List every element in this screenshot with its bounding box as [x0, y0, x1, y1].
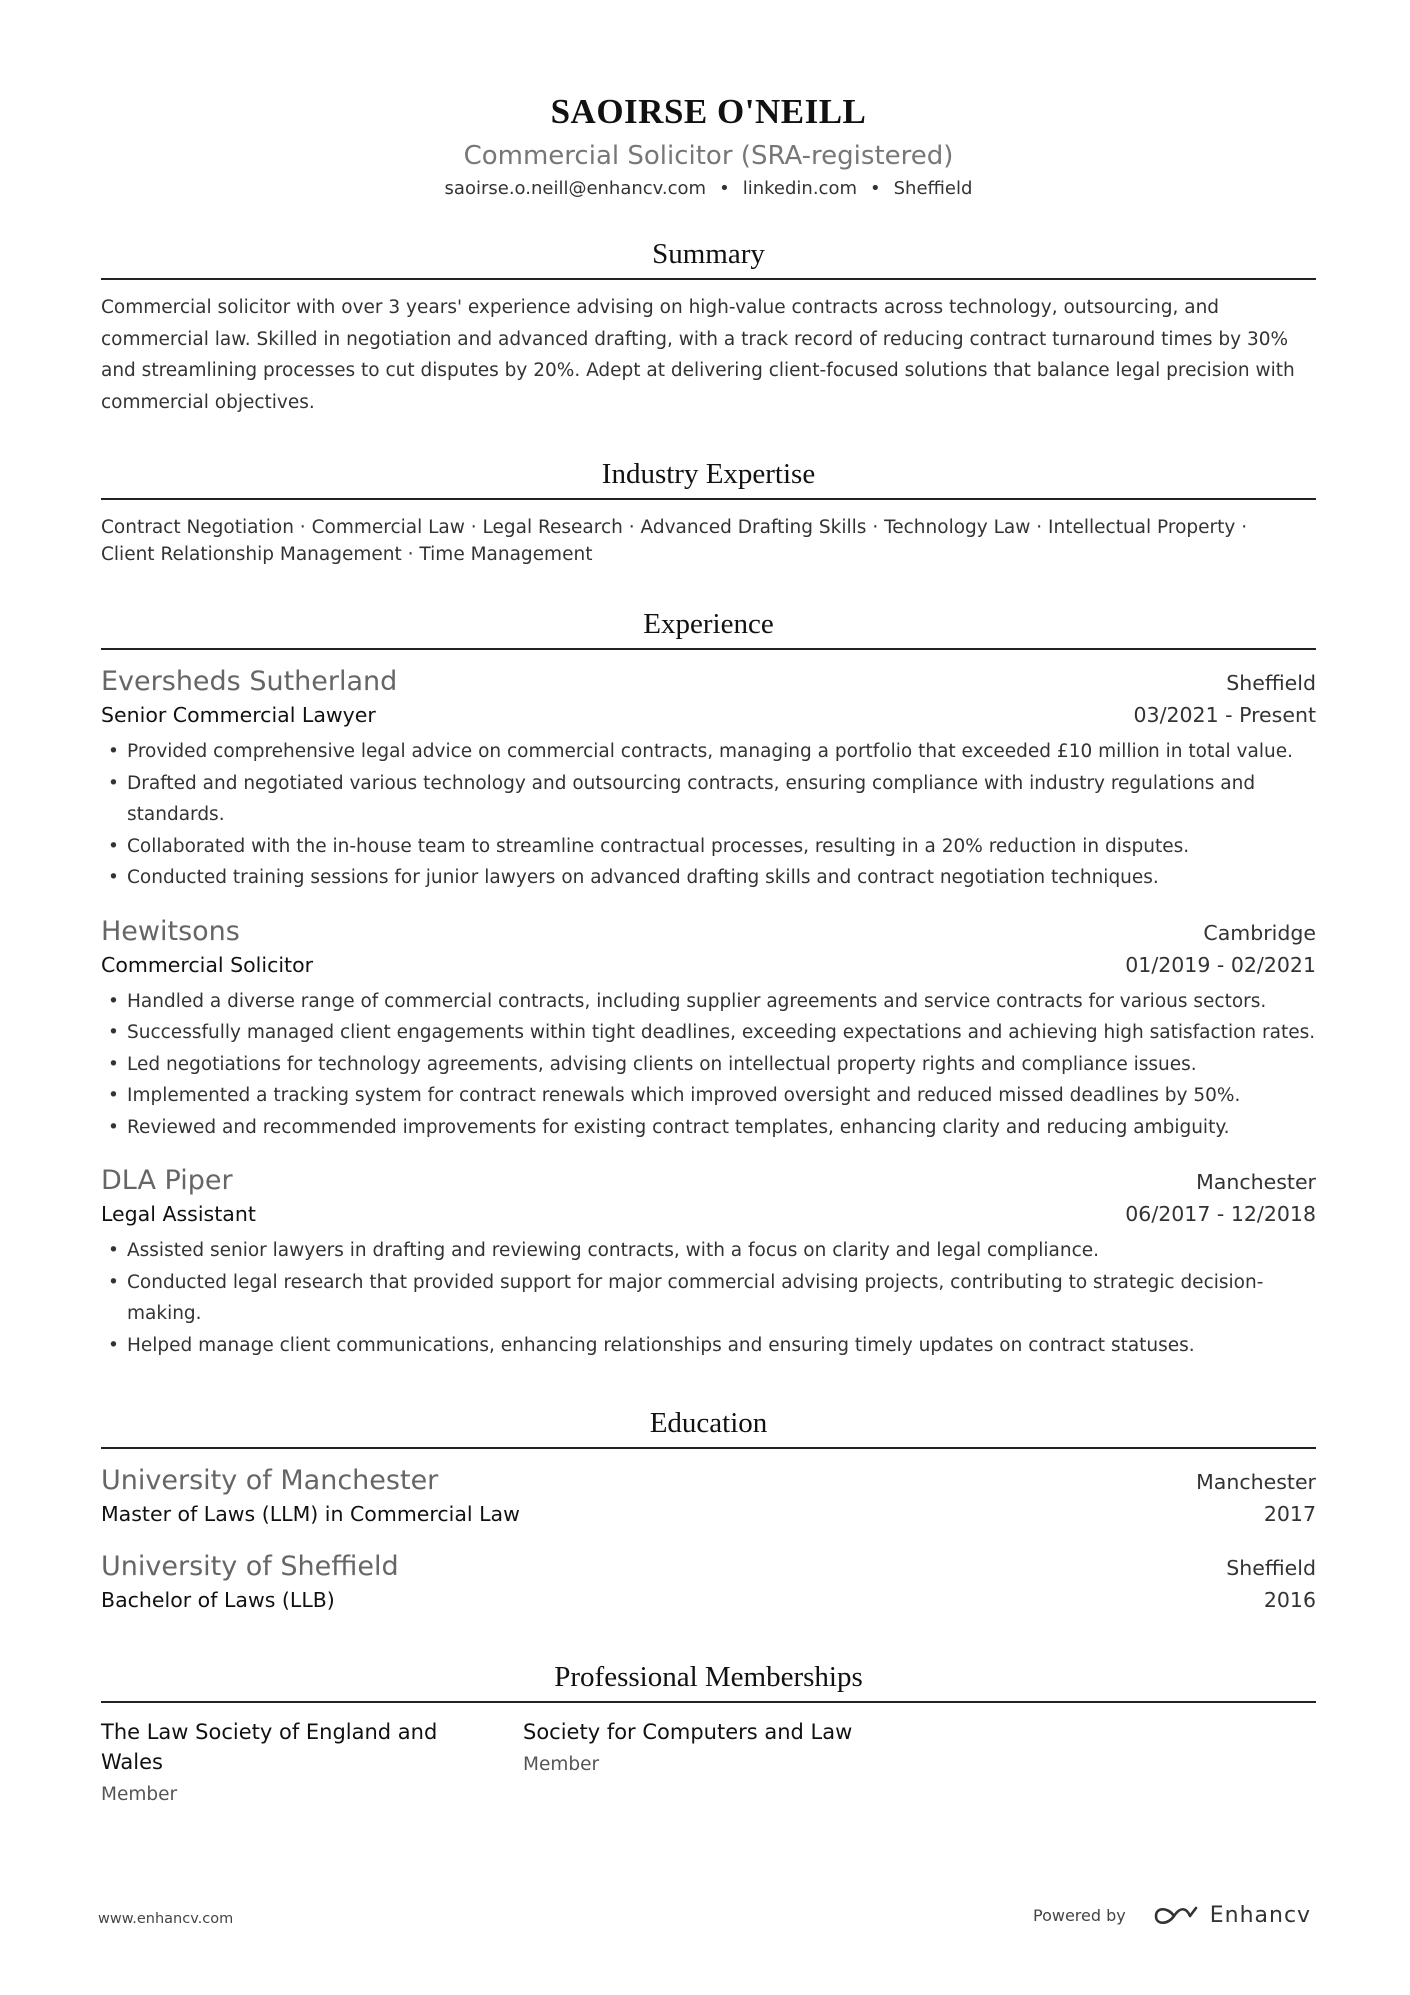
bullet-text: Collaborated with the in-house team to streamline contractual processes, resulting in a 20% reduction in disputes. [127, 835, 1190, 857]
memberships-list [101, 1717, 1316, 1809]
education-entry [101, 1549, 1316, 1615]
bullet-text: Helped manage client communications, enhancing relationships and ensuring timely updates on contract statuses. [127, 1334, 1195, 1356]
resume-page [101, 0, 1316, 1809]
education-header-row [101, 1463, 1316, 1499]
skills-list [101, 514, 1316, 568]
skill-separator: · [622, 517, 641, 538]
summary-text: Commercial solicitor with over 3 years' experience advising on high-value contracts across technology, outsourcing, and commercial law. Skilled in negotiation and advanced drafting, with a track record of reducing contract turnaround times by 30% and streamlining processes to cut disputes by 20%. Adept at delivering client-focused solutions that balance legal precision with commercial objectives. [101, 297, 1295, 413]
degree-name: Bachelor of Laws (LLB) [101, 1588, 335, 1612]
memberships-section [101, 1659, 1316, 1809]
bullet-text: Reviewed and recommended improvements for existing contract templates, enhancing clarity and reducing ambiguity. [127, 1116, 1230, 1138]
bullet-text: Successfully managed client engagements within tight deadlines, exceeding expectations and achieving high satisfaction rates. [127, 1022, 1316, 1043]
experience-entry [101, 914, 1316, 1144]
graduation-year: 2017 [1263, 1502, 1316, 1526]
expertise-section [101, 456, 1316, 568]
experience-role-row [101, 700, 1316, 730]
brand-name: Enhancv [1209, 1903, 1312, 1928]
education-degree-row [101, 1499, 1316, 1529]
school-location: Manchester [1196, 1470, 1316, 1494]
skill-item: Client Relationship Management [101, 544, 402, 565]
bullet-item [101, 1112, 1316, 1144]
experience-header-row [101, 664, 1316, 700]
linkedin-link[interactable]: linkedin.com [742, 178, 857, 199]
bullet-text: Led negotiations for technology agreements, advising clients on intellectual property rights and compliance issues. [127, 1053, 1197, 1075]
skill-item: Legal Research [482, 517, 623, 538]
skill-item: Time Management [419, 544, 593, 565]
bullet-dot: • [108, 867, 119, 888]
degree-name: Master of Laws (LLM) in Commercial Law [101, 1502, 520, 1526]
bullet-dot: • [108, 1085, 119, 1106]
membership-role: Member [101, 1784, 178, 1805]
membership-item [523, 1717, 923, 1809]
bullet-dot: • [108, 835, 119, 857]
separator-dot: • [870, 178, 881, 199]
membership-role: Member [523, 1754, 600, 1775]
experience-entry [101, 1163, 1316, 1361]
bullet-item [101, 1330, 1316, 1362]
job-location: Manchester [1196, 1170, 1316, 1194]
skill-item: Contract Negotiation [101, 517, 294, 538]
bullet-text: Conducted training sessions for junior lawyers on advanced drafting skills and contract negotiation techniques. [127, 867, 1159, 888]
bullet-item [101, 862, 1316, 894]
powered-by-label: Powered by [1033, 1906, 1126, 1925]
bullet-dot: • [108, 1116, 119, 1138]
job-bullets [101, 1235, 1316, 1361]
skill-separator: · [866, 517, 885, 538]
bullet-dot: • [108, 1271, 119, 1293]
education-list [101, 1463, 1316, 1615]
bullet-dot: • [108, 741, 119, 762]
membership-org: Society for Computers and Law [523, 1720, 853, 1744]
skill-separator: · [1030, 517, 1049, 538]
experience-list [101, 664, 1316, 1361]
bullet-dot: • [108, 1022, 119, 1043]
section-title-education: Education [101, 1405, 1316, 1449]
bullet-dot: • [108, 1240, 119, 1261]
bullet-text: Conducted legal research that provided support for major commercial advising projects, contributing to strategic decision-making. [127, 1271, 1264, 1324]
bullet-item [101, 1267, 1316, 1330]
bullet-item [101, 831, 1316, 863]
enhancv-logo-icon [1152, 1904, 1200, 1928]
experience-section [101, 606, 1316, 1361]
job-dates: 01/2019 - 02/2021 [1125, 952, 1316, 977]
bullet-text: Implemented a tracking system for contract renewals which improved oversight and reduced missed deadlines by 50%. [127, 1085, 1241, 1106]
company-name: Hewitsons [101, 915, 240, 947]
job-location: Cambridge [1203, 920, 1316, 945]
skill-separator: · [464, 517, 483, 538]
skill-separator: · [293, 517, 312, 538]
bullet-dot: • [108, 772, 119, 794]
experience-role-row [101, 1199, 1316, 1229]
job-role: Senior Commercial Lawyer [101, 703, 376, 727]
graduation-year: 2016 [1263, 1588, 1316, 1612]
section-title-memberships: Professional Memberships [101, 1659, 1316, 1703]
membership-org: The Law Society of England and Wales [101, 1720, 438, 1774]
bullet-item [101, 768, 1316, 831]
job-dates: 03/2021 - Present [1133, 703, 1316, 727]
job-dates: 06/2017 - 12/2018 [1125, 1202, 1316, 1226]
experience-header-row [101, 914, 1316, 950]
skill-item: Advanced Drafting Skills [640, 517, 867, 538]
contact-line [101, 176, 1316, 202]
bullet-text: Provided comprehensive legal advice on commercial contracts, managing a portfolio that exceeded £10 million in total value. [127, 741, 1293, 762]
summary-section [101, 236, 1316, 418]
experience-role-row [101, 950, 1316, 980]
bullet-item [101, 986, 1316, 1018]
school-name: University of Manchester [101, 1465, 439, 1496]
company-name: DLA Piper [101, 1165, 233, 1196]
candidate-name: SAOIRSE O'NEILL [550, 92, 867, 131]
job-role: Legal Assistant [101, 1202, 256, 1226]
section-title-summary: Summary [101, 236, 1316, 280]
job-role: Commercial Solicitor [101, 952, 314, 977]
separator-dot: • [719, 178, 730, 199]
bullet-item [101, 736, 1316, 768]
experience-header-row [101, 1163, 1316, 1199]
experience-entry [101, 664, 1316, 894]
school-name: University of Sheffield [101, 1551, 399, 1582]
education-entry [101, 1463, 1316, 1529]
bullet-dot: • [108, 990, 119, 1012]
education-degree-row [101, 1585, 1316, 1615]
bullet-item [101, 1080, 1316, 1112]
resume-header [101, 92, 1316, 202]
company-name: Eversheds Sutherland [101, 666, 398, 697]
membership-item [101, 1717, 501, 1809]
bullet-dot: • [108, 1334, 119, 1356]
job-bullets [101, 736, 1316, 894]
skill-item: Intellectual Property [1048, 517, 1236, 538]
footer-branding[interactable] [1033, 1903, 1311, 1928]
bullet-text: Handled a diverse range of commercial contracts, including supplier agreements and service contracts for various sectors. [127, 990, 1267, 1012]
school-location: Sheffield [1226, 1556, 1316, 1580]
skill-item: Technology Law [884, 517, 1031, 538]
bullet-item [101, 1017, 1316, 1049]
skill-item: Commercial Law [311, 517, 465, 538]
education-section [101, 1405, 1316, 1615]
bullet-dot: • [108, 1053, 119, 1075]
section-title-expertise: Industry Expertise [101, 456, 1316, 500]
skill-separator: · [1235, 517, 1248, 538]
bullet-item [101, 1049, 1316, 1081]
footer-website[interactable]: www.enhancv.com [98, 1911, 234, 1927]
bullet-text: Drafted and negotiated various technology and outsourcing contracts, ensuring compliance with industry regulations and standards. [127, 772, 1256, 825]
candidate-title: Commercial Solicitor (SRA-registered) [463, 141, 954, 171]
location-text: Sheffield [893, 178, 973, 199]
email-link[interactable]: saoirse.o.neill@enhancv.com [444, 178, 707, 199]
skill-separator: · [401, 544, 420, 565]
job-location: Sheffield [1226, 671, 1316, 695]
education-header-row [101, 1549, 1316, 1585]
job-bullets [101, 986, 1316, 1144]
section-title-experience: Experience [101, 606, 1316, 650]
bullet-text: Assisted senior lawyers in drafting and reviewing contracts, with a focus on clarity and legal compliance. [127, 1240, 1100, 1261]
bullet-item [101, 1235, 1316, 1267]
